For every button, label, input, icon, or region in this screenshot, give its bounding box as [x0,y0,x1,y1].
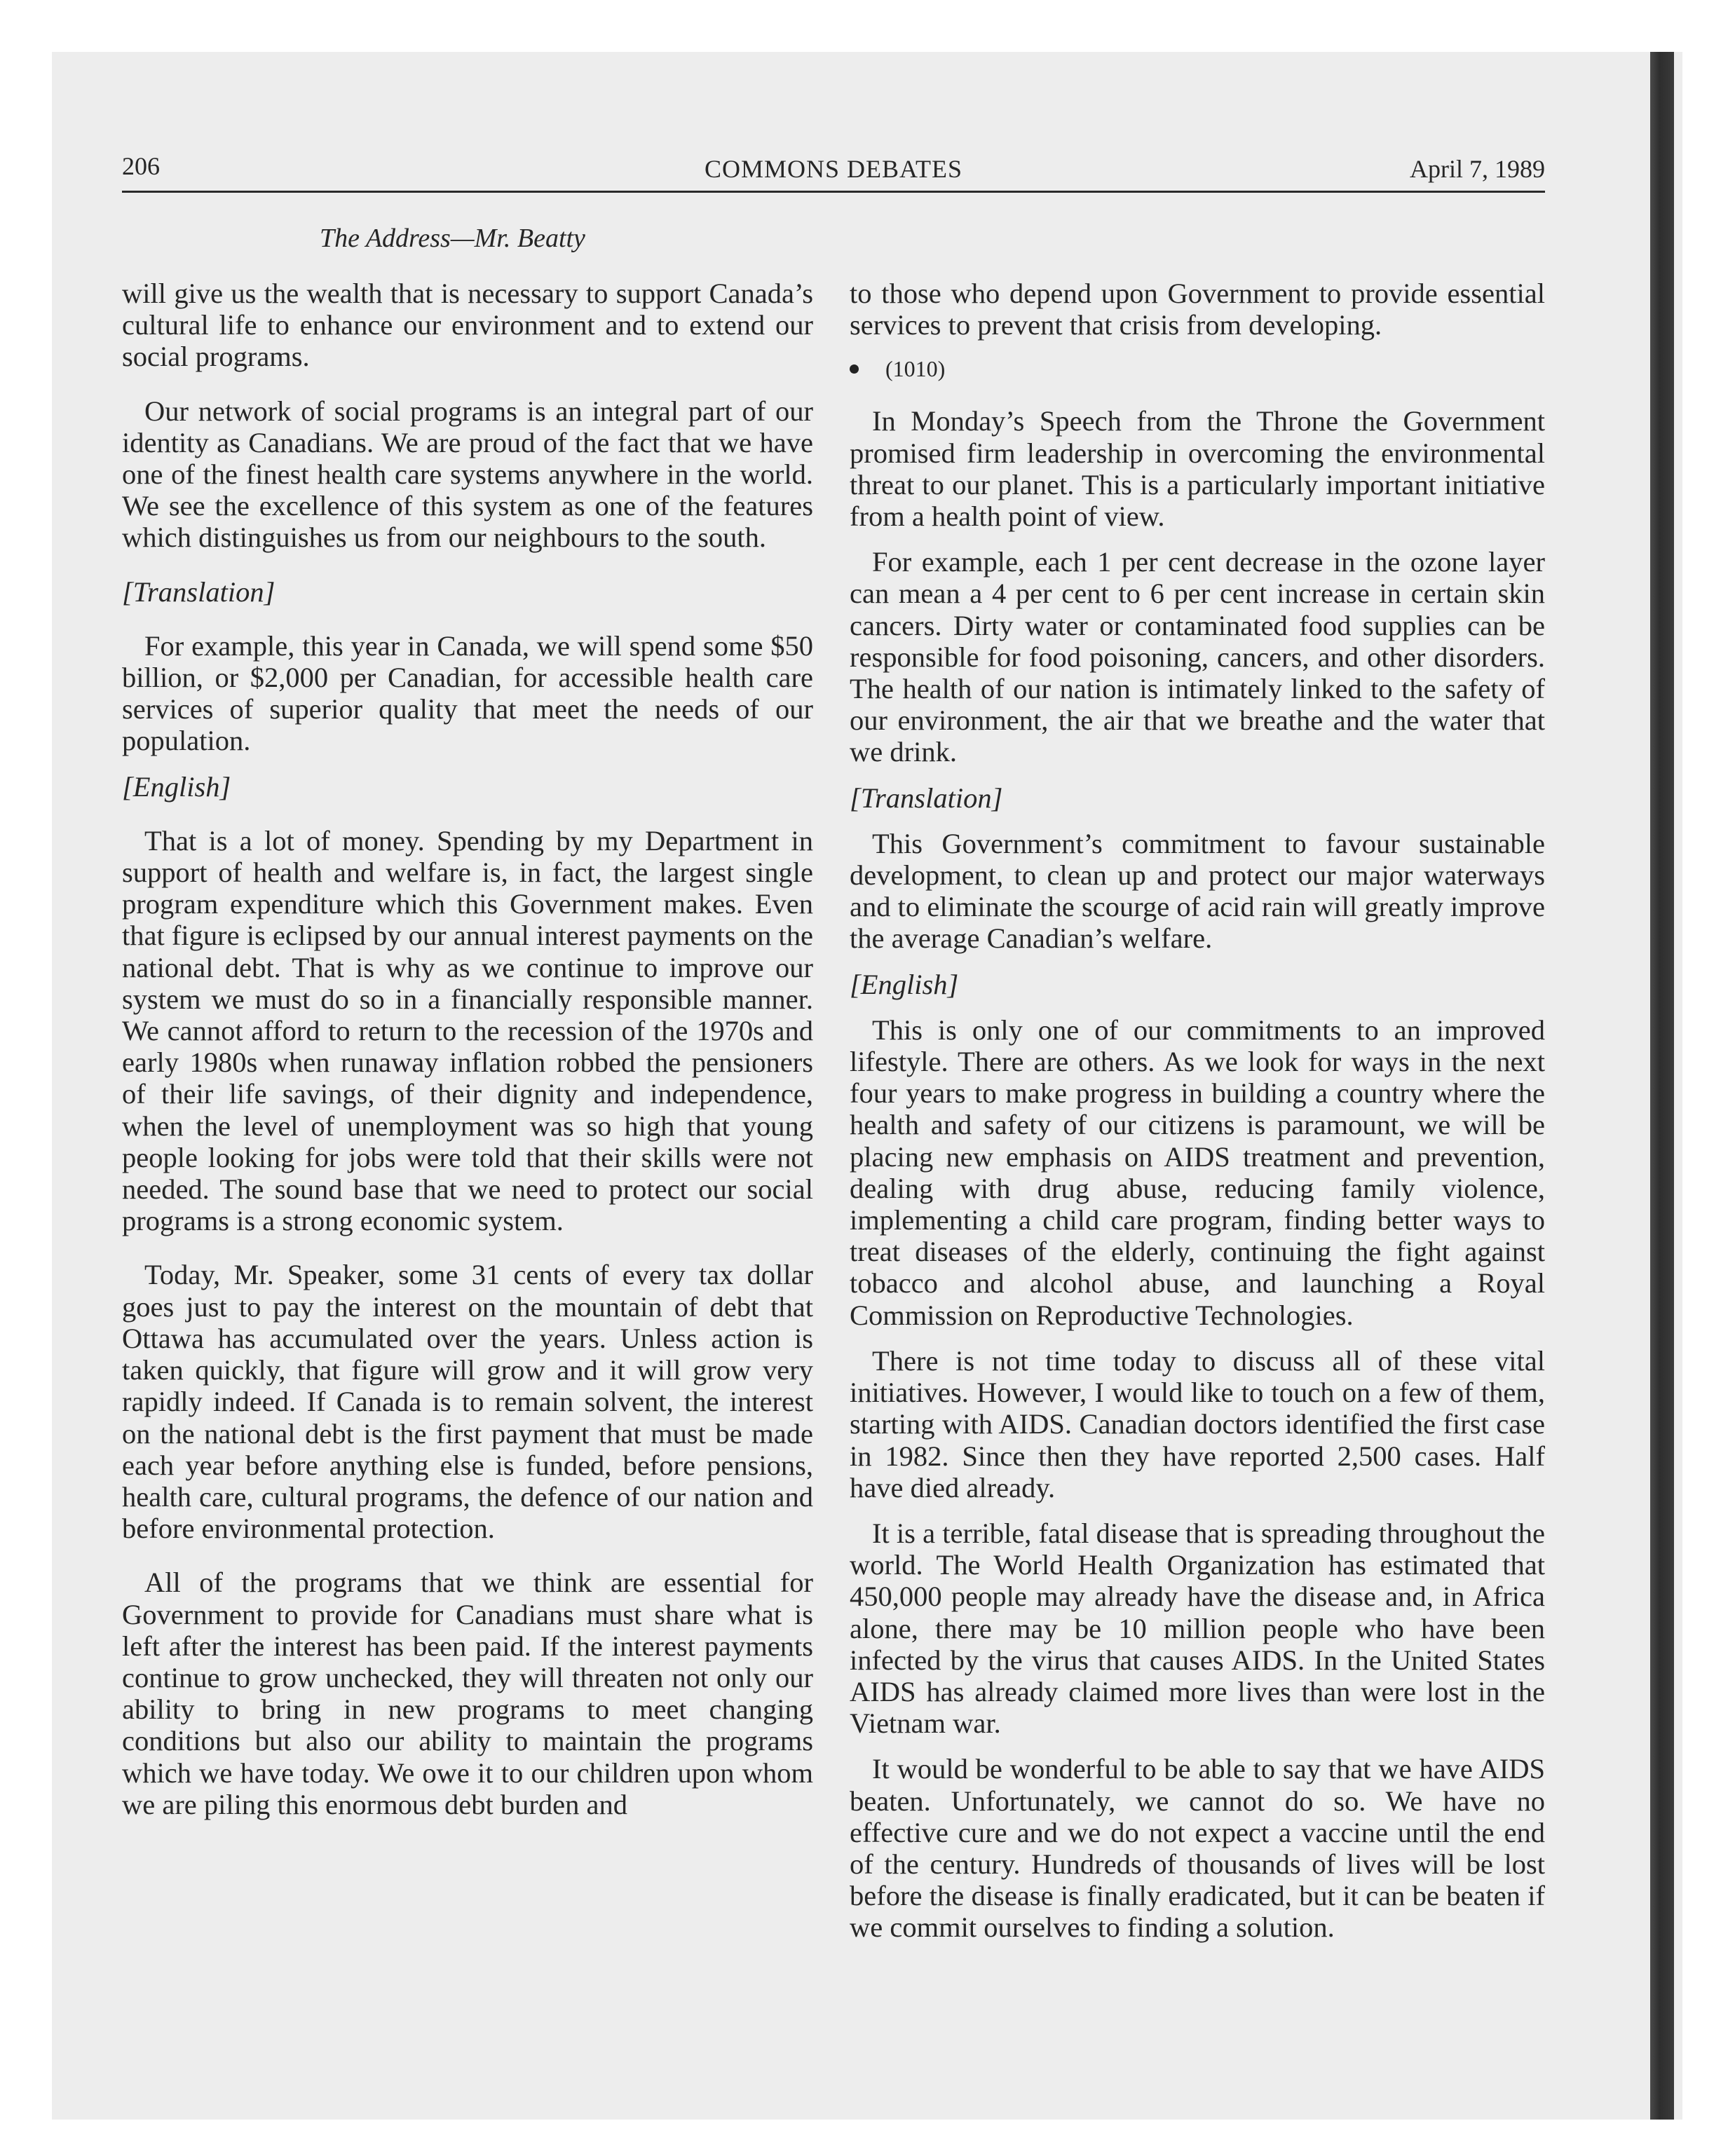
scan-edge-bar [1650,52,1674,2120]
paragraph: It would be wonderful to be able to say that we have AIDS beaten. Unfortunately, we cannot do so. We have no effective cure and we do not expect a vaccine until the end of the century. Hundreds of thousands of lives will be lost before the disease is finally eradicated, but it can be beaten if we commit ourselves to finding a solution. [850,1753,1545,1944]
paragraph: All of the programs that we think are essential for Government to provide for Canadians must share what is left after the interest has been paid. If the interest payments continue to grow unchecked, they will threaten not only our ability to bring in new programs to meet changing conditions but also our ability to maintain the programs which we have today. We owe it to our children upon whom we are piling this enormous debt burden and [122,1567,813,1820]
running-head: The Address—Mr. Beatty [320,224,585,253]
page-header [122,151,1545,193]
paragraph: There is not time today to discuss all of these vital initiatives. However, I would like to touch on a few of them, starting with AIDS. Canadian doctors identified the first case in 1982. Since then they have reported 2,500 cases. Half have died already. [850,1344,1545,1503]
paragraph: will give us the wealth that is necessary to support Canada’s cultural life to enhance our environment and to extend our social programs. [122,278,813,373]
publication-title: COMMONS DEBATES [704,155,963,183]
page-number: 206 [122,152,160,180]
time-marker: (1010) [850,355,1545,383]
language-label: [English] [850,968,959,1000]
right-column [850,278,1545,1944]
paragraph: to those who depend upon Government to provide essential services to prevent that crisis from developing. [850,278,1545,341]
paragraph: Today, Mr. Speaker, some 31 cents of every tax dollar goes just to pay the interest on the mountain of debt that Ottawa has accumulated over the years. Unless action is taken quickly, that figure will grow and it will grow very rapidly indeed. If Canada is to remain solvent, the interest on the national debt is the first payment that must be made each year before anything else is funded, before pensions, health care, cultural programs, the defence of our nation and before environmental protection. [122,1259,813,1545]
publication-date: April 7, 1989 [1410,155,1545,183]
paragraph: This Government’s commitment to favour sustainable development, to clean up and protect our major waterways and to eliminate the scourge of acid rain will greatly improve the average Canadian’s welfare. [850,827,1545,955]
language-label: [Translation] [850,782,1003,814]
paragraph: It is a terrible, fatal disease that is spreading throughout the world. The World Health Organization has estimated that 450,000 people may already have the disease and, in Africa alone, there may be 10 million people who have been infected by the virus that causes AIDS. In the United States AIDS has already claimed more lives than were lost in the Vietnam war. [850,1517,1545,1740]
paragraph: For example, this year in Canada, we will spend some $50 billion, or $2,000 per Canadian, for accessible health care services of superior quality that meet the needs of our population. [122,629,813,757]
paragraph: This is only one of our commitments to an improved lifestyle. There are others. As we look for ways in the next four years to make progress in building a country where the health and safety of our citizens is paramount, we will be placing new emphasis on AIDS treatment and prevention, dealing with drug abuse, reducing family violence, implementing a child care program, finding better ways to treat diseases of the elderly, continuing the fight against tobacco and alcohol abuse, and launching a Royal Commission on Reproductive Technologies. [850,1014,1545,1331]
paragraph: For example, each 1 per cent decrease in the ozone layer can mean a 4 per cent to 6 per cent increase in certain skin cancers. Dirty water or contaminated food supplies can be responsible for food poisoning, cancers, and other disorders. The health of our nation is intimately linked to the safety of our environment, the air that we breathe and the water that we drink. [850,546,1545,768]
language-label: [English] [122,770,231,803]
language-label: [Translation] [122,575,275,608]
paragraph: Our network of social programs is an integral part of our identity as Canadians. We are proud of the fact that we have one of the finest health care systems anywhere in the world. We see the excellence of this system as one of the features which distinguishes us from our neighbours to the south. [122,395,813,554]
left-column [122,278,813,1820]
header-rule [122,191,1545,193]
paragraph: That is a lot of money. Spending by my Department in support of health and welfare is, in fact, the largest single program expenditure which this Government makes. Even that figure is eclipsed by our annual interest payments on the national debt. That is why as we continue to improve our system we must do so in a financially responsible manner. We cannot afford to return to the recession of the 1970s and early 1980s when runaway inflation robbed the pensioners of their life savings, of their dignity and independence, when the level of unemployment was so high that young people looking for jobs were told that their skills were not needed. The sound base that we need to protect our social programs is a strong economic system. [122,824,813,1237]
bullet-icon [850,364,859,374]
paragraph: In Monday’s Speech from the Throne the Government promised firm leadership in overcoming the environmental threat to our planet. This is a particularly important initiative from a health point of view. [850,405,1545,533]
